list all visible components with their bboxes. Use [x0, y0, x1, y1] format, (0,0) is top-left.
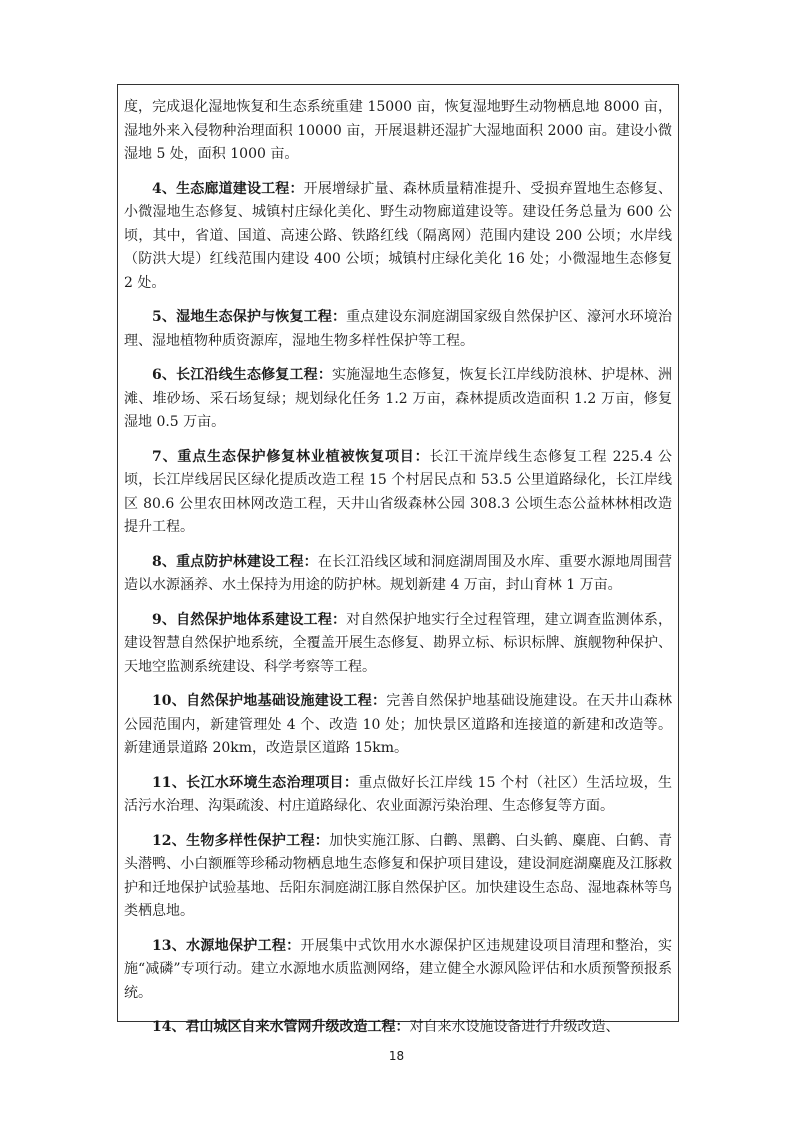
item-heading: 7、重点生态保护修复林业植被恢复项目：: [152, 448, 430, 465]
item-text: 重点做好长江岸线 15 个村（社区）生活垃圾，生活污水治理、沟渠疏浚、村庄道路绿化、农业面源污染治理、生态修复等方面。: [124, 774, 672, 814]
item-heading: 4、生态廊道建设工程：: [152, 180, 304, 197]
item-heading: 14、君山城区自来水管网升级改造工程：: [152, 1019, 410, 1035]
item-text: 对自来水设施设备进行升级改造、: [409, 1019, 620, 1035]
item-heading: 5、湿地生态保护与恢复工程：: [152, 309, 347, 325]
item-text: 开展集中式饮用水水源保护区违规建设项目清理和整治，实施“减磷”专项行动。建立水源地水质监测网络，建立健全水源风险评估和水质预警预报系统。: [124, 937, 673, 1001]
list-item: [118, 772, 678, 819]
item-heading: 10、自然保护地基础设施建设工程：: [152, 693, 387, 709]
item-text: 开展增绿扩量、森林质量精准提升、受损弃置地生态修复、小微湿地生态修复、城镇村庄绿化美化、野生动物廊道建设等。建设任务总量为 600 公顷，其中，省道、国道、高速公路、铁路红线（隔离网）范围内建设 200 公顷；水岸线（防洪大堤）红线范围内建设 400 公顷；城镇村庄绿化美化 16 处；小微湿地生态修复 2 处。: [124, 180, 672, 291]
item-text: 对自然保护地实行全过程管理，建立调查监测体系，建设智慧自然保护地系统，全覆盖开展生态修复、勘界立标、标识标牌、旗舰物种保护、天地空监测系统建设、科学考察等工程。: [124, 611, 672, 675]
document-body: [118, 96, 678, 1040]
item-heading: 11、长江水环境生态治理项目：: [152, 774, 359, 791]
item-text: 加快实施江豚、白鹳、黑鹳、白头鹤、麋鹿、白鹤、青头潜鸭、小白额雁等珍稀动物栖息地生态修复和保护项目建设，建设洞庭湖麋鹿及江豚救护和迁地保护试验基地、岳阳东洞庭湖江豚自然保护区。加快建设生态岛、湿地森林等鸟类栖息地。: [124, 832, 673, 919]
list-item: [118, 364, 678, 435]
list-item: [118, 830, 678, 924]
page-number: 18: [388, 1049, 405, 1063]
item-text: 长江干流岸线生态修复工程 225.4 公顷，长江岸线居民区绿化提质改造工程 15 个村居民点和 53.5 公里道路绿化，长江岸线区 80.6 公里农田林网改造工程，天井山省级森林公园 308.3 公顷生态公益林林相改造提升工程。: [124, 448, 672, 535]
list-item: [118, 1016, 678, 1040]
list-item: [118, 935, 678, 1006]
list-item: [118, 446, 678, 540]
list-item: [118, 178, 678, 296]
list-item: [118, 690, 678, 761]
item-heading: 6、长江沿线生态修复工程：: [152, 367, 332, 383]
item-heading: 8、重点防护林建设工程：: [152, 553, 318, 570]
item-heading: 12、生物多样性保护工程：: [152, 832, 330, 849]
intro-paragraph: 度，完成退化湿地恢复和生态系统重建 15000 亩，恢复湿地野生动物栖息地 8000 亩，湿地外来入侵物种治理面积 10000 亩，开展退耕还湿扩大湿地面积 2000 亩。建设小微湿地 5 处，面积 1000 亩。: [124, 99, 672, 162]
item-text: 实施湿地生态修复，恢复长江岸线防浪林、护堤林、洲滩、堆砂场、采石场复绿；规划绿化任务 1.2 万亩，森林提质改造面积 1.2 万亩，修复湿地 0.5 万亩。: [124, 367, 672, 430]
item-heading: 13、水源地保护工程：: [152, 937, 301, 954]
item-text: 重点建设东洞庭湖国家级自然保护区、濠河水环境治理、湿地植物种质资源库，湿地生物多样性保护等工程。: [124, 309, 672, 349]
item-heading: 9、自然保护地体系建设工程：: [152, 611, 347, 628]
item-text: 在长江沿线区域和洞庭湖周围及水库、重要水源地周围营造以水源涵养、水土保持为用途的防护林。规划新建 4 万亩，封山育林 1 万亩。: [124, 553, 672, 593]
item-text: 完善自然保护地基础设施建设。在天井山森林公园范围内，新建管理处 4 个、改造 10 处；加快景区道路和连接道的新建和改造等。新建通景道路 20km，改造景区道路 15km。: [124, 693, 673, 756]
list-item: [118, 551, 678, 598]
list-item: [118, 609, 678, 680]
list-item: [118, 306, 678, 353]
